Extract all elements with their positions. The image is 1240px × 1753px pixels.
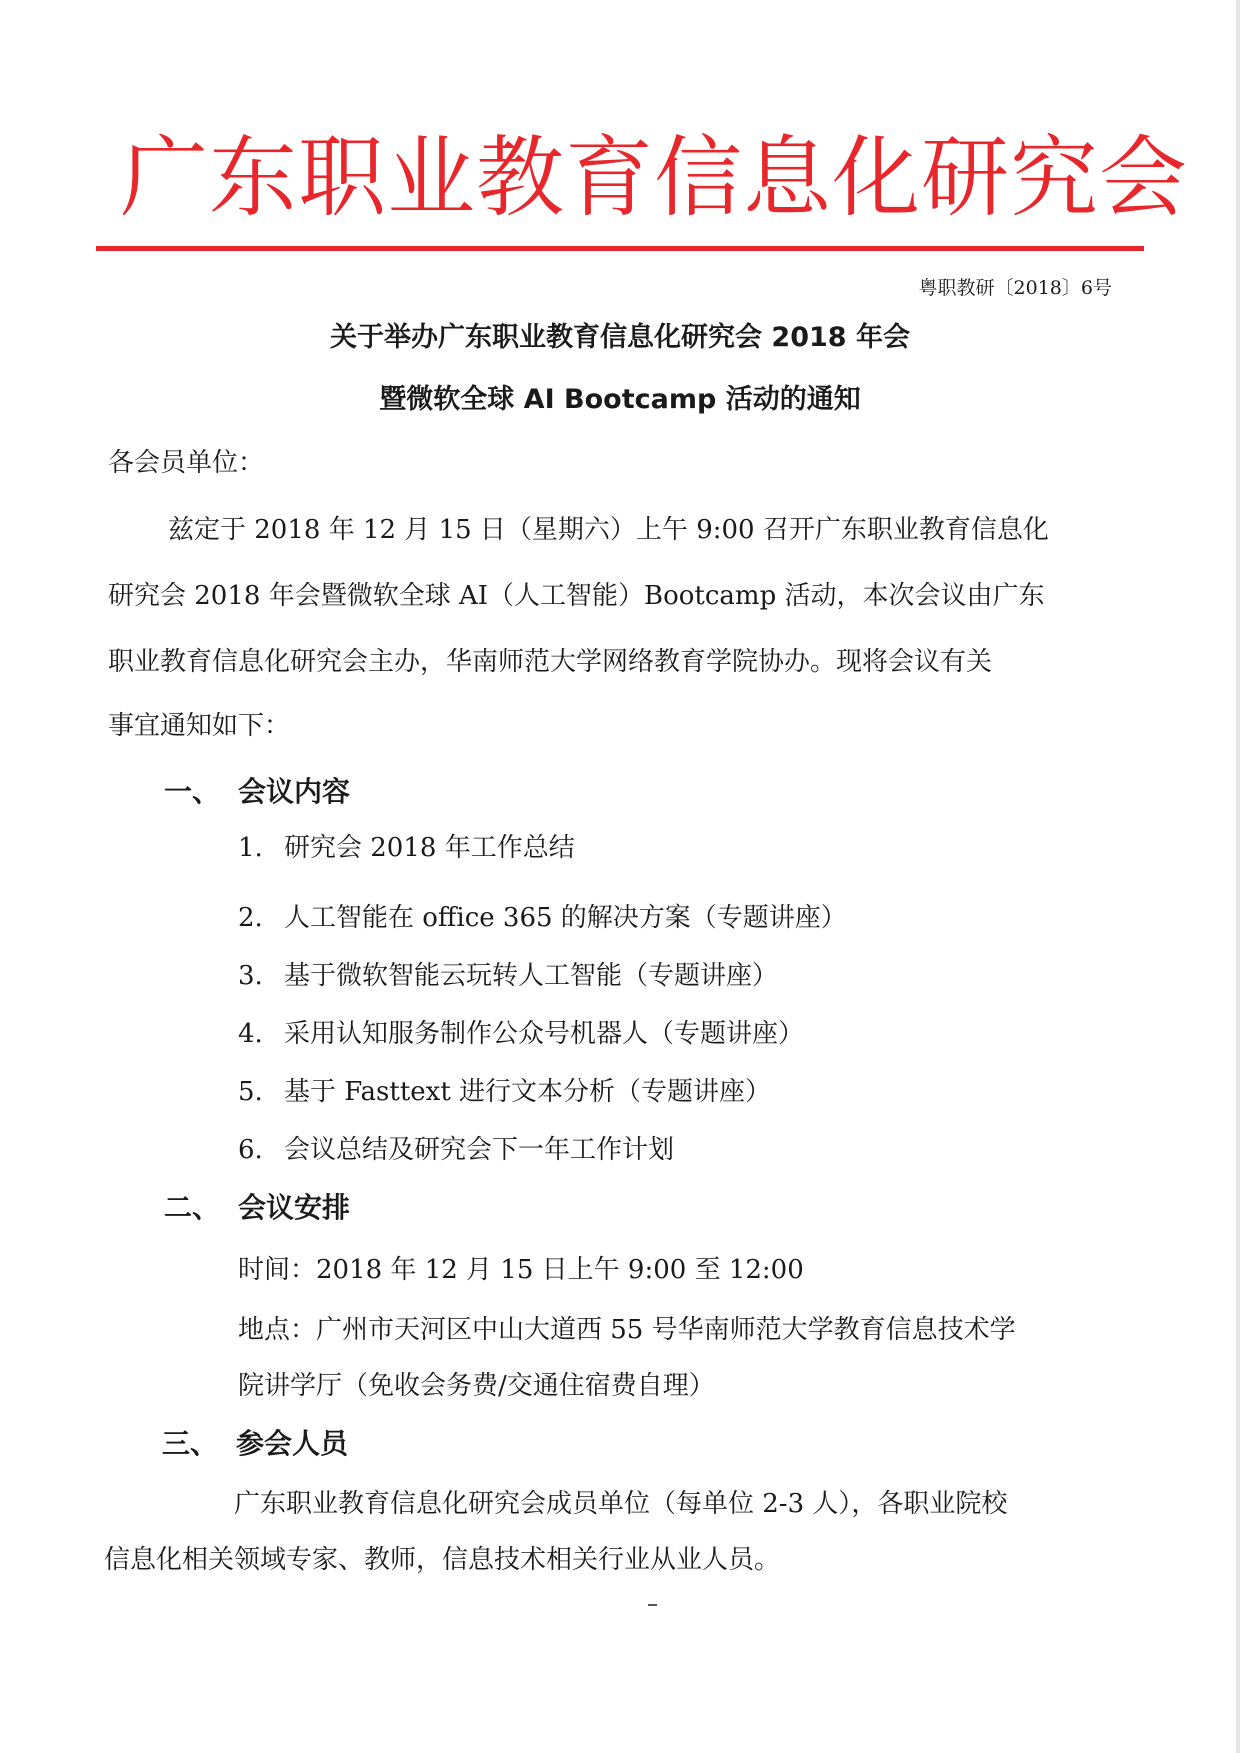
list-item-text: 人工智能在 office 365 的解决方案（专题讲座） xyxy=(284,903,847,933)
letterhead-title: 广东职业教育信息化研究会 xyxy=(120,126,1189,229)
salutation: 各会员单位： xyxy=(108,448,265,478)
section-title: 参会人员 xyxy=(236,1427,349,1460)
meeting-place-line-1: 地点：广州市天河区中山大道西 55 号华南师范大学教育信息技术学 xyxy=(238,1315,1016,1345)
document-number: 粤职教研〔2018〕6号 xyxy=(918,277,1112,299)
letterhead-red-rule xyxy=(96,246,1144,251)
section-number: 三、 xyxy=(162,1427,219,1460)
section-heading-arrangement xyxy=(164,1188,350,1228)
list-item-index: 6. xyxy=(238,1135,263,1165)
scan-mark xyxy=(648,1604,657,1606)
section-heading-attendees xyxy=(162,1424,348,1464)
list-item xyxy=(238,828,575,868)
list-item-text: 采用认知服务制作公众号机器人（专题讲座） xyxy=(284,1019,805,1049)
section-heading-content xyxy=(164,772,350,812)
list-item-text: 研究会 2018 年工作总结 xyxy=(284,833,575,863)
intro-line-1: 兹定于 2018 年 12 月 15 日（星期六）上午 9:00 召开广东职业教育信息化 xyxy=(168,515,1049,545)
section-title: 会议安排 xyxy=(238,1191,351,1224)
list-item xyxy=(238,1014,804,1054)
intro-line-3: 职业教育信息化研究会主办，华南师范大学网络教育学院协办。现将会议有关 xyxy=(108,647,993,677)
list-item-index: 5. xyxy=(238,1077,263,1107)
list-item-text: 基于微软智能云玩转人工智能（专题讲座） xyxy=(284,961,779,991)
notice-title-line-2: 暨微软全球 AI Bootcamp 活动的通知 xyxy=(379,384,861,415)
list-item-text: 会议总结及研究会下一年工作计划 xyxy=(284,1135,675,1165)
list-item-index: 2. xyxy=(238,903,263,933)
meeting-time: 时间：2018 年 12 月 15 日上午 9:00 至 12:00 xyxy=(238,1255,804,1285)
list-item-index: 4. xyxy=(238,1019,263,1049)
intro-line-4: 事宜通知如下： xyxy=(108,711,291,741)
list-item xyxy=(238,1130,674,1170)
section-title: 会议内容 xyxy=(238,775,351,808)
section-number: 一、 xyxy=(164,775,221,808)
section-number: 二、 xyxy=(164,1191,221,1224)
meeting-place-line-2: 院讲学厅（免收会务费/交通住宿费自理） xyxy=(238,1371,715,1401)
intro-line-2: 研究会 2018 年会暨微软全球 AI（人工智能）Bootcamp 活动，本次会议由广东 xyxy=(108,581,1045,611)
list-item-index: 1. xyxy=(238,833,263,863)
attendees-line-2: 信息化相关领域专家、教师，信息技术相关行业从业人员。 xyxy=(104,1545,781,1575)
notice-title-line-1: 关于举办广东职业教育信息化研究会 2018 年会 xyxy=(330,322,910,353)
list-item xyxy=(238,956,778,996)
list-item-text: 基于 Fasttext 进行文本分析（专题讲座） xyxy=(284,1077,772,1107)
list-item xyxy=(238,1072,771,1112)
attendees-line-1: 广东职业教育信息化研究会成员单位（每单位 2-3 人），各职业院校 xyxy=(234,1489,1008,1519)
page-edge xyxy=(1236,0,1240,1753)
list-item xyxy=(238,898,847,938)
list-item-index: 3. xyxy=(238,961,263,991)
